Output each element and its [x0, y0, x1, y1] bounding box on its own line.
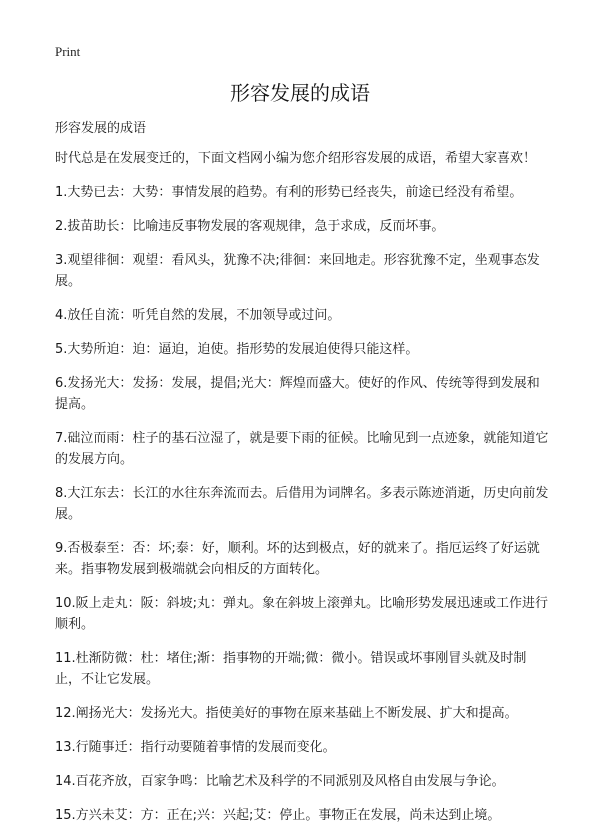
idiom-item-8: 8.大江东去：长江的水往东奔流而去。后借用为词牌名。多表示陈迹消逝，历史向前发展。: [55, 486, 549, 522]
idiom-item-12: 12.阐扬光大：发扬光大。指使美好的事物在原来基础上不断发展、扩大和提高。: [55, 706, 518, 721]
idiom-item-3: 3.观望徘徊：观望：看风头，犹豫不决;徘徊：来回地走。形容犹豫不定，坐观事态发展。: [55, 253, 540, 289]
intro-paragraph: 时代总是在发展变迁的，下面文档网小编为您介绍形容发展的成语，希望大家喜欢！: [55, 151, 537, 166]
idiom-item-7: 7.础泣而雨：柱子的基石泣湿了，就是要下雨的征候。比喻见到一点迹象，就能知道它的发展方向。: [55, 431, 549, 467]
idiom-item-4: 4.放任自流：听凭自然的发展，不加领导或过问。: [55, 308, 341, 323]
document-title: 形容发展的成语: [230, 81, 370, 105]
idiom-item-13: 13.行随事迁：指行动要随着事情的发展而变化。: [55, 740, 336, 755]
idiom-item-11: 11.杜渐防微：杜：堵住;渐：指事物的开端;微：微小。错误或坏事刚冒头就及时制止，不让它发展。: [55, 651, 527, 687]
print-label: Print: [55, 44, 81, 59]
idiom-item-5: 5.大势所迫：迫：逼迫，迫使。指形势的发展迫使得只能这样。: [55, 342, 419, 357]
idiom-item-1: 1.大势已去：大势：事情发展的趋势。有利的形势已经丧失，前途已经没有希望。: [55, 185, 523, 200]
idiom-item-9: 9.否极泰至：否：坏;泰：好，顺利。坏的达到极点，好的就来了。指厄运终了好运就来。指事物发展到极端就会向相反的方面转化。: [55, 541, 540, 577]
idiom-item-14: 14.百花齐放，百家争鸣：比喻艺术及科学的不同派别及风格自由发展与争论。: [55, 774, 505, 789]
document-subtitle: 形容发展的成语: [55, 121, 147, 136]
idiom-item-15: 15.方兴未艾：方：正在;兴：兴起;艾：停止。事物正在发展，尚未达到止境。: [55, 808, 501, 823]
document-body: [55, 148, 549, 839]
idiom-item-10: 10.阪上走丸：阪：斜坡;丸：弹丸。象在斜坡上滚弹丸。比喻形势发展迅速或工作进行顺利。: [55, 596, 549, 632]
idiom-item-6: 6.发扬光大：发扬：发展，提倡;光大：辉煌而盛大。使好的作风、传统等得到发展和提高。: [55, 376, 540, 412]
idiom-item-2: 2.拔苗助长：比喻违反事物发展的客观规律，急于求成，反而坏事。: [55, 219, 445, 234]
